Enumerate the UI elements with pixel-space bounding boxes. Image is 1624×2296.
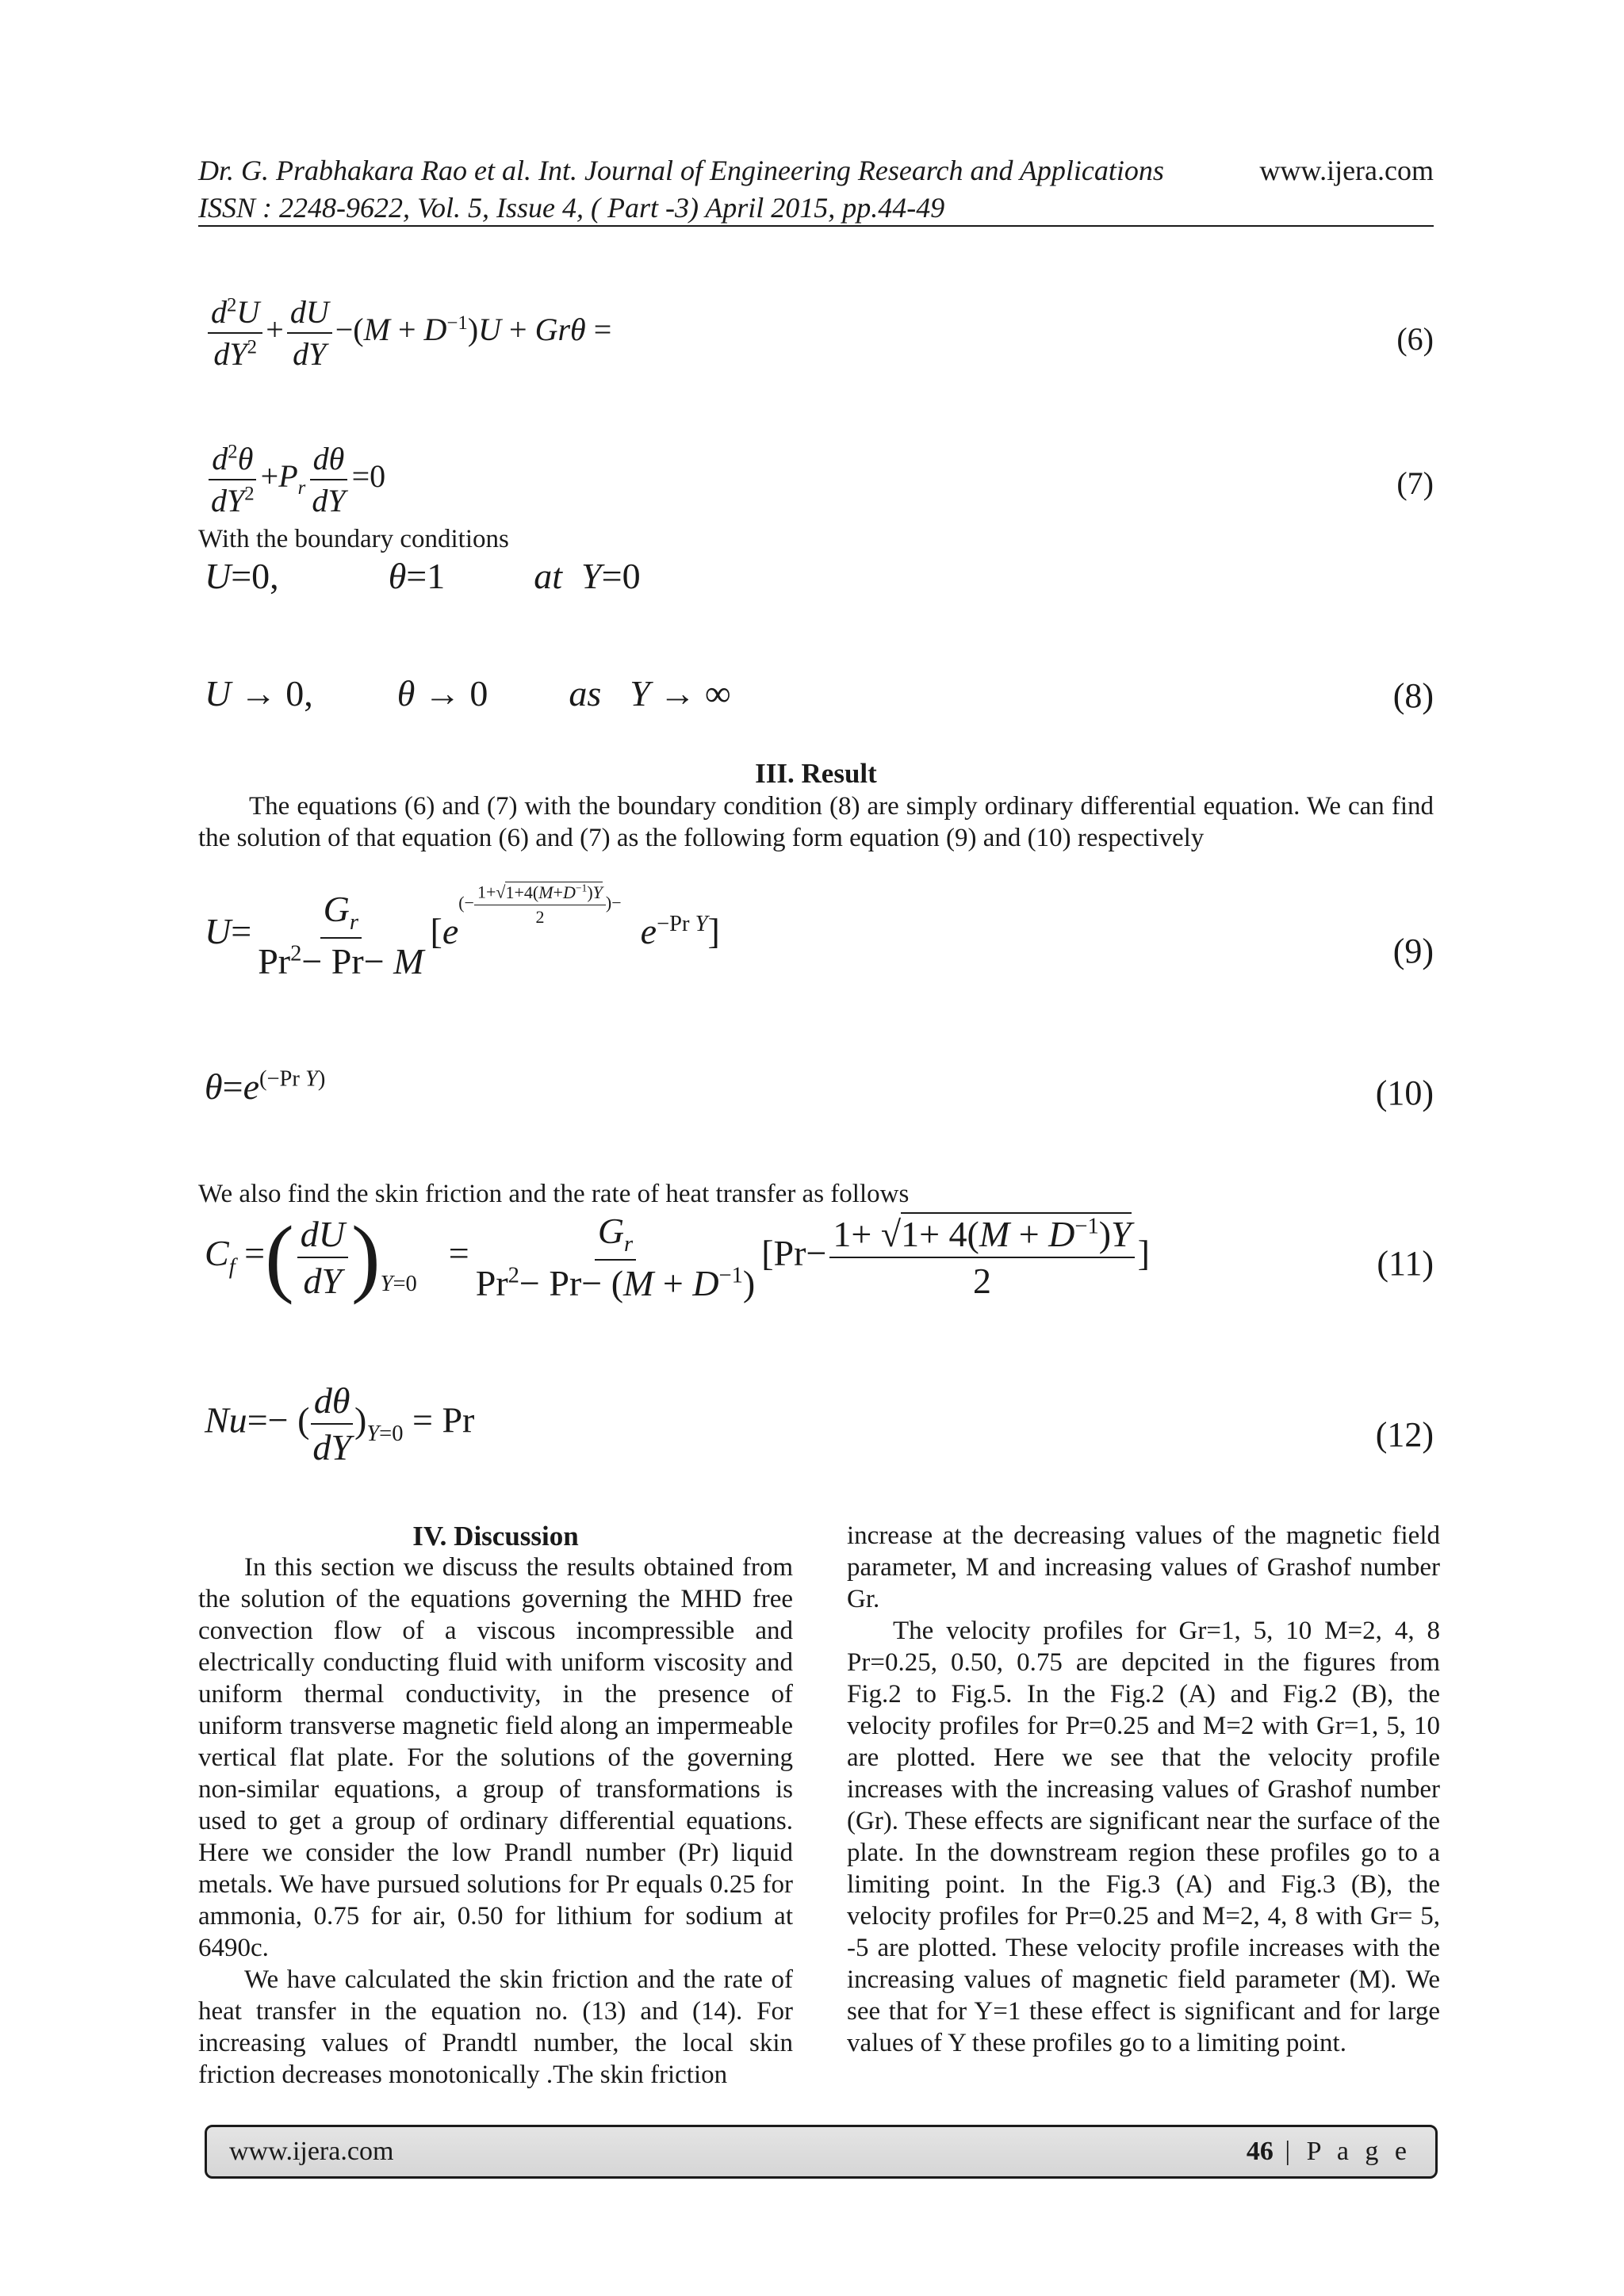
equation-7: $\frac{d^2\theta}{dY^2}$ $+P_r$ $\frac{d\theta}{dY}$ =0 xyxy=(205,440,385,519)
equation-9: U= $\frac{G_r}{Pr^2- Pr- M}$ $[e^{(- \frac{1+√1+4(M+D^{-1})Y}{2} )-}e^{-Pr Y}]$ xyxy=(205,882,720,982)
equation-10-number: (10) xyxy=(1375,1073,1434,1112)
equation-11-number: (11) xyxy=(1377,1244,1434,1283)
page-number: 46 xyxy=(1246,2137,1274,2166)
equation-6: $\frac{d^2U}{dY^2}$ + $\frac{dU}{dY}$ $-(M + D^{-1})U + Gr\theta$ = xyxy=(205,293,611,373)
equation-6-number: (6) xyxy=(1396,321,1434,357)
result-paragraph: The equations (6) and (7) with the boundary condition (8) are simply ordinary differential equation. We can find the solution of that equation (6) and (7) as the following form equation (9) and (10) respectively xyxy=(198,792,1434,852)
discussion-left-column xyxy=(198,1552,793,2091)
header-citation: Dr. G. Prabhakara Rao et al. Int. Journal of Engineering Research and Applications xyxy=(198,155,1164,186)
equation-11: $C_f$ =( $\frac{dU}{dY}$ )$_{Y=0}=$ $\frac{G_r}{Pr^2- Pr- (M + D^{-1})}$ [Pr− $\frac{1+ √1+ 4(M + D^{-1})Y}{2}$ ] xyxy=(205,1208,1150,1305)
header-divider xyxy=(198,225,1434,227)
footer-page-number xyxy=(1247,2137,1411,2167)
discussion-heading: IV. Discussion xyxy=(412,1521,579,1552)
page-footer xyxy=(205,2125,1438,2179)
discussion-paragraph: The velocity profiles for Gr=1, 5, 10 M=2, 4, 8 Pr=0.25, 0.50, 0.75 are depcited in the figures from Fig.2 to Fig.5. In the Fig.2 (A) and Fig.2 (B), the velocity profiles for Pr=0.25 and M=2 with Gr=1, 5, 10 are plotted. Here we see that the velocity profile increases with the increasing values of Grashof number (Gr). These effects are significant near the surface of the plate. In the downstream region these profiles go to a limiting point. In the Fig.3 (A) and Fig.3 (B), the velocity profiles for Pr=0.25 and M=2, 4, 8 with Gr= 5, -5 are plotted. These velocity profile increases with the increasing values of magnetic field parameter (M). We see that for Y=1 these effect is significant and for large values of Y these profiles go to a limiting point. xyxy=(847,1617,1440,2057)
equation-8-number: (8) xyxy=(1392,676,1434,715)
boundary-condition-wall: U=0, θ=1 at Y=0 xyxy=(205,556,641,596)
page-label: | P a g e xyxy=(1273,2137,1411,2166)
discussion-paragraph: We have calculated the skin friction and the rate of heat transfer in the equation no. (13) and (14). For increasing values of Prandtl number, the local skin friction decreases monotonically .The skin friction xyxy=(198,1965,793,2089)
header-website[interactable]: www.ijera.com xyxy=(1259,155,1434,186)
equation-12: Nu=− ( $\frac{d\theta}{dY}$ )$_{Y=0} = Pr$ xyxy=(205,1380,475,1468)
result-heading: III. Result xyxy=(755,758,877,789)
skin-friction-intro: We also find the skin friction and the rate of heat transfer as follows xyxy=(198,1180,910,1208)
equation-12-number: (12) xyxy=(1375,1415,1434,1454)
equation-10: $\theta=e^{(-Pr Y)}$ xyxy=(205,1066,326,1107)
header-issn: ISSN : 2248-9622, Vol. 5, Issue 4, ( Part -3) April 2015, pp.44-49 xyxy=(198,192,945,224)
equation-9-number: (9) xyxy=(1392,932,1434,970)
footer-website[interactable]: www.ijera.com xyxy=(229,2137,394,2166)
discussion-paragraph: increase at the decreasing values of the magnetic field parameter, M and increasing values of Grashof number Gr. xyxy=(847,1521,1440,1613)
running-header xyxy=(198,152,1434,227)
discussion-paragraph: In this section we discuss the results obtained from the solution of the equations governing the MHD free convection flow of a viscous incompressible and electrically conducting fluid with uniform viscosity and uniform thermal conductivity, in the presence of uniform transverse magnetic field along an impermeable vertical flat plate. For the solutions of the governing non-similar equations, a group of transformations is used to get a group of ordinary differential equations. Here we consider the low Prandl number (Pr) liquid metals. We have pursued solutions for Pr equals 0.25 for ammonia, 0.75 for air, 0.50 for lithium for sodium at 6490c. xyxy=(198,1553,793,1962)
boundary-conditions-intro: With the boundary conditions xyxy=(198,525,509,553)
boundary-condition-infinity: U → 0, θ → 0 as Y → ∞ xyxy=(205,673,731,714)
discussion-right-column xyxy=(847,1520,1440,2059)
equation-7-number: (7) xyxy=(1396,465,1434,501)
